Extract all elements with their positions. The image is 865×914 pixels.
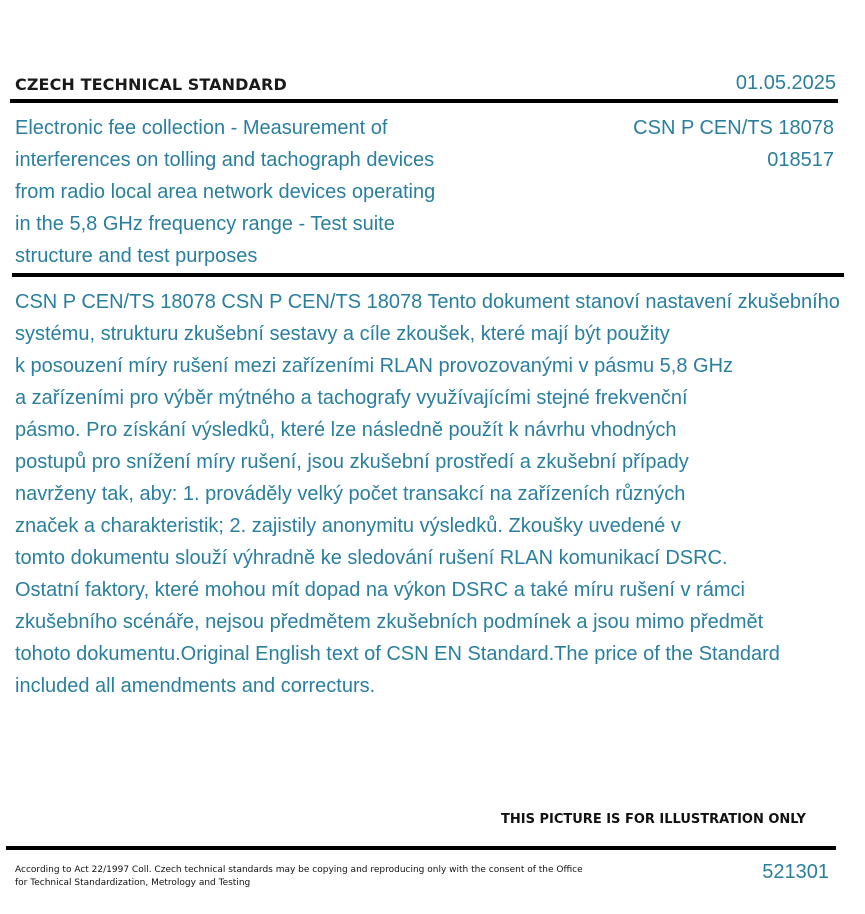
document-title <box>15 112 485 272</box>
standard-designation: CSN P CEN/TS 18078 <box>633 117 834 139</box>
abstract-line: tohoto dokumentu.Original English text of CSN EN Standard.The price of the Standard <box>15 643 780 665</box>
title-divider <box>12 273 844 277</box>
abstract-line: zkušebního scénáře, nejsou předmětem zkušebních podmínek a jsou mimo předmět <box>15 611 764 633</box>
document-type-label: CZECH TECHNICAL STANDARD <box>15 75 287 94</box>
abstract-line: CSN P CEN/TS 18078 CSN P CEN/TS 18078 Tento dokument stanoví nastavení zkušebního <box>15 291 840 313</box>
abstract-line: a zařízeními pro výběr mýtného a tachografy využívajícími stejné frekvenční <box>15 387 688 409</box>
legal-notice <box>15 864 583 890</box>
publication-date: 01.05.2025 <box>735 72 836 94</box>
title-line: structure and test purposes <box>15 245 258 267</box>
catalogue-number: 018517 <box>767 149 834 171</box>
standard-identifier <box>633 112 834 176</box>
abstract-line: systému, strukturu zkušební sestavy a cíle zkoušek, které mají být použity <box>15 323 670 345</box>
title-line: from radio local area network devices operating <box>15 181 436 203</box>
footer-divider <box>6 846 836 850</box>
title-line: in the 5,8 GHz frequency range - Test suite <box>15 213 395 235</box>
illustration-notice: THIS PICTURE IS FOR ILLUSTRATION ONLY <box>501 812 806 827</box>
abstract-line: included all amendments and correcturs. <box>15 675 376 697</box>
abstract-line: Ostatní faktory, které mohou mít dopad na výkon DSRC a také míru rušení v rámci <box>15 579 745 601</box>
header-divider <box>10 99 838 103</box>
legal-line: for Technical Standardization, Metrology and Testing <box>15 878 251 888</box>
abstract-text <box>15 286 865 702</box>
abstract-line: značek a charakteristik; 2. zajistily anonymitu výsledků. Zkoušky uvedené v <box>15 515 681 537</box>
abstract-line: pásmo. Pro získání výsledků, které lze následně použít k návrhu vhodných <box>15 419 677 441</box>
abstract-line: navrženy tak, aby: 1. prováděly velký počet transakcí na zařízeních různých <box>15 483 686 505</box>
legal-line: According to Act 22/1997 Coll. Czech technical standards may be copying and reproducing only with the consent of the Office <box>15 865 583 875</box>
abstract-line: postupů pro snížení míry rušení, jsou zkušební prostředí a zkušební případy <box>15 451 689 473</box>
document-code: 521301 <box>762 861 829 883</box>
title-line: interferences on tolling and tachograph devices <box>15 149 435 171</box>
title-line: Electronic fee collection - Measurement of <box>15 117 388 139</box>
abstract-line: k posouzení míry rušení mezi zařízeními RLAN provozovanými v pásmu 5,8 GHz <box>15 355 734 377</box>
abstract-line: tomto dokumentu slouží výhradně ke sledování rušení RLAN komunikací DSRC. <box>15 547 728 569</box>
